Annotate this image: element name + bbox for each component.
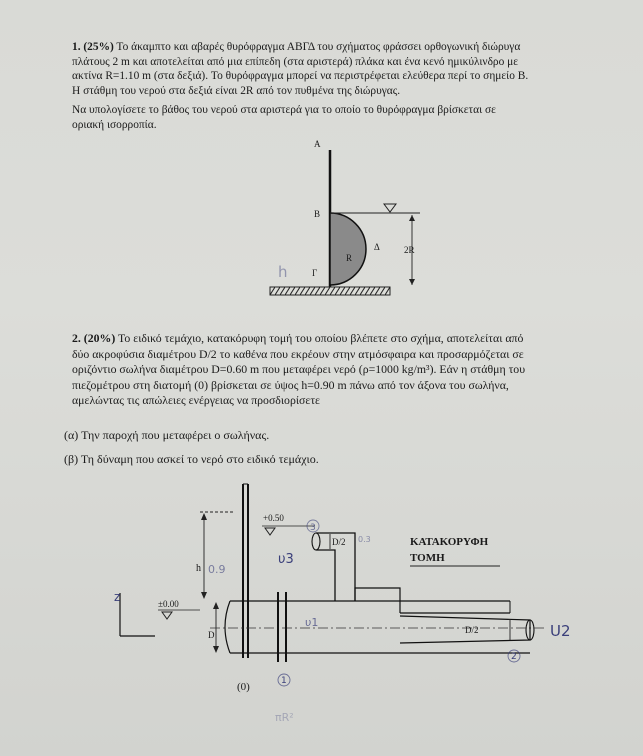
problem2-text [72, 331, 612, 409]
label-D: Δ [374, 242, 380, 252]
problem1-line: ακτίνα R=1.10 m (στα δεξιά). Το θυρόφραγμα μπορεί να περιστρέφεται ελεύθερα περί το σημείο Β. [72, 70, 529, 82]
problem2-line: οριζόντιο σωλήνα διαμέτρου D=0.60 m που μεταφέρει νερό (ρ=1000 kg/m³). Εάν η στάθμη του [72, 362, 526, 376]
label-D2-top: D/2 [332, 537, 346, 547]
upper-branch-outer [316, 550, 335, 601]
label-2R: 2R [404, 245, 415, 255]
pipe-figure [100, 478, 620, 748]
gate-figure [250, 135, 440, 305]
section-label-line2: ΤΟΜΗ [410, 552, 445, 564]
hand-v1: υ1 [305, 616, 319, 629]
label-D2-right: D/2 [465, 625, 479, 635]
hand-3: 3 [310, 523, 316, 533]
label-A: A [314, 139, 321, 149]
label-plus050: +0.50 [263, 513, 284, 523]
label-section-0: (0) [237, 681, 250, 693]
problem1-question: οριακή ισορροπία. [72, 118, 157, 131]
problem2-line: πιεζομέτρου στη διατομή (0) βρίσκεται σε ύψος h=0.90 m πάνω από τον άξονα του σωλήνα, [72, 377, 509, 392]
hand-09: 0.9 [208, 563, 226, 576]
problem2-line: δύο ακροφύσια διαμέτρου D/2 το καθένα που εκρέουν στην ατμόσφαιρα και προσαρμόζεται σε [72, 346, 524, 361]
problem2-part-b: (β) Τη δύναμη που ασκεί το νερό στο ειδικό τεμάχιο. [64, 452, 319, 466]
label-z: z [114, 590, 121, 604]
problem1-question: Να υπολογίσετε το βάθος του νερού στα αριστερά για το οποίο το θυρόφραγμα βρίσκεται σε [72, 104, 496, 116]
problem1-line: Το άκαμπτο και αβαρές θυρόφραγμα ΑΒΓΔ του σχήματος φράσσει ορθογωνική διώρυγα [116, 41, 521, 53]
hand-1: 1 [281, 676, 287, 686]
water-level-symbol [384, 204, 396, 212]
problem1-line: Η στάθμη του νερού στα δεξιά είναι 2R από τον πυθμένα της διώρυγας. [72, 84, 401, 97]
label-pm000: ±0.00 [158, 599, 179, 609]
problem1-number: 1. (25%) [72, 41, 114, 53]
hand-03: 0.3 [358, 535, 371, 544]
hand-pr2: πR² [275, 711, 294, 724]
problem2-line: αμελώντας τις απώλειες ενέργειας να προσδιορίσετε [72, 393, 321, 407]
semicylinder [330, 213, 366, 285]
label-D: D [208, 630, 215, 640]
problem2-line: Το ειδικό τεμάχιο, κατακόρυφη τομή του οποίου βλέπετε στο σχήμα, αποτελείται από [118, 331, 524, 345]
label-h: h [196, 563, 201, 574]
section-label-line1: ΚΑΤΑΚΟΡΥΦΗ [410, 536, 489, 548]
problem1-line: πλάτους 2 m και αποτελείται από μια επίπεδη (στα αριστερά) πλάκα και ένα κενό ημικύλινδρο με [72, 55, 519, 68]
label-G: Γ [312, 268, 318, 278]
channel-bed [270, 287, 390, 295]
label-R: R [346, 253, 353, 263]
hand-v3: υ3 [278, 552, 294, 567]
label-B: B [314, 209, 321, 219]
problem2-part-a: (α) Την παροχή που μεταφέρει ο σωλήνας. [64, 428, 270, 442]
upper-nozzle-outlet [312, 533, 320, 550]
problem2-number: 2. (20%) [72, 331, 116, 345]
hand-v2: U2 [550, 622, 571, 640]
hand-h: h [278, 263, 288, 281]
hand-2: 2 [511, 652, 517, 662]
problem1-text [72, 40, 612, 132]
